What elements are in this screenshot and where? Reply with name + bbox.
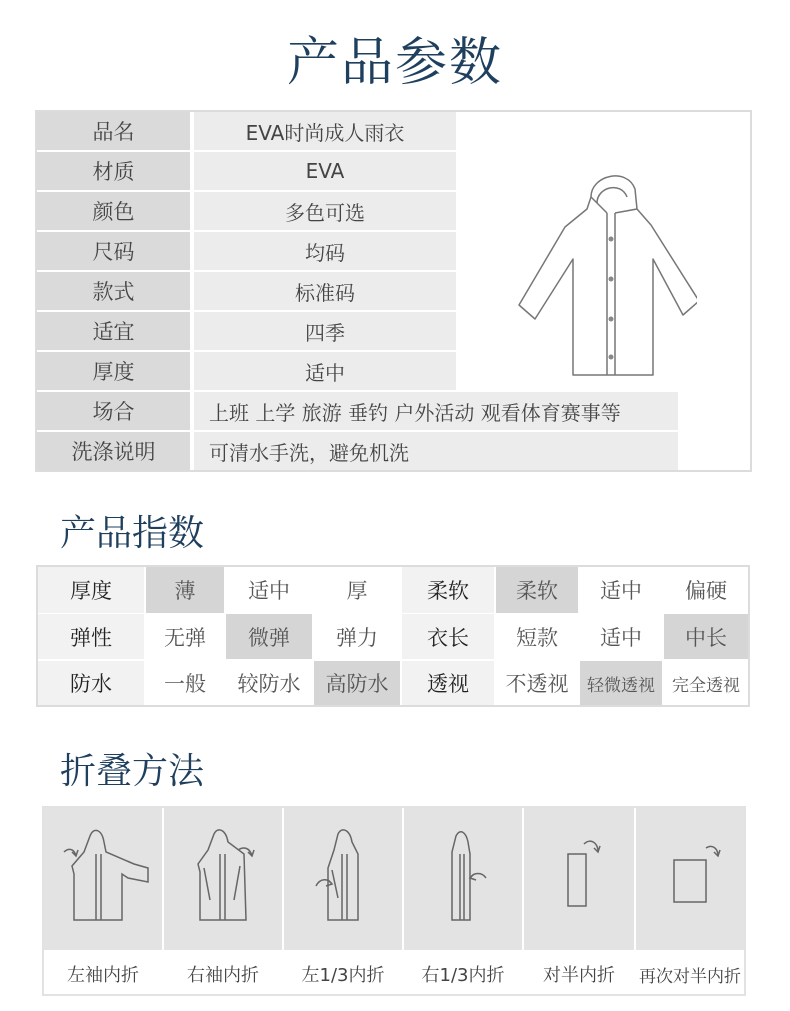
- index-option: 中长: [664, 614, 748, 659]
- index-title: 产品指数: [60, 513, 205, 554]
- index-label: 厚度: [38, 567, 144, 613]
- spec-value: 标准码: [194, 272, 456, 310]
- index-option: 微弹: [226, 614, 312, 659]
- fold-step-caption: 左1/3内折: [301, 965, 385, 986]
- fold-step-caption: 右袖内折: [187, 965, 259, 986]
- spec-label: 品名: [37, 112, 190, 150]
- index-label: 防水: [38, 661, 144, 705]
- index-label: 弹性: [38, 614, 144, 659]
- index-table: [36, 565, 750, 707]
- index-option: 较防水: [237, 672, 301, 696]
- fold-right-sleeve-icon: [164, 808, 282, 950]
- spec-value: 均码: [194, 232, 456, 270]
- spec-value: 上班 上学 旅游 垂钓 户外活动 观看体育赛事等: [194, 392, 678, 430]
- fold-left-third-icon: [284, 808, 402, 950]
- index-option: 适中: [248, 579, 290, 603]
- spec-label: 款式: [37, 272, 190, 310]
- index-option: 偏硬: [685, 579, 727, 603]
- index-label: 透视: [402, 661, 494, 705]
- index-option: 适中: [600, 625, 642, 650]
- fold-step-6-image: [636, 808, 744, 950]
- spec-value: EVA时尚成人雨衣: [194, 112, 456, 150]
- fold-title: 折叠方法: [60, 751, 205, 792]
- spec-label: 适宜: [37, 312, 190, 350]
- spec-value: 可清水手洗，避免机洗: [194, 432, 678, 470]
- fold-left-sleeve-icon: [44, 808, 162, 950]
- fold-right-third-icon: [404, 808, 522, 950]
- fold-step-caption: 对半内折: [543, 965, 615, 986]
- index-option: 完全透视: [672, 675, 740, 696]
- fold-step-1-image: [44, 808, 162, 950]
- spec-label: 颜色: [37, 192, 190, 230]
- index-option: 弹力: [336, 625, 378, 650]
- index-option: 高防水: [314, 661, 400, 705]
- index-option: 柔软: [496, 567, 578, 613]
- spec-value: 适中: [194, 352, 456, 390]
- fold-step-5-image: [524, 808, 634, 950]
- index-option: 无弹: [164, 625, 206, 650]
- spec-value: EVA: [194, 152, 456, 190]
- fold-step-2-image: [164, 808, 282, 950]
- index-option: 薄: [146, 567, 224, 613]
- spec-label: 尺码: [37, 232, 190, 270]
- spec-value: 多色可选: [194, 192, 456, 230]
- spec-table: [35, 110, 752, 472]
- index-option: 一般: [164, 672, 206, 696]
- fold-step-3-image: [284, 808, 402, 950]
- fold-step-4-image: [404, 808, 522, 950]
- fold-step-caption: 右1/3内折: [421, 965, 505, 986]
- spec-label: 材质: [37, 152, 190, 190]
- folding-steps: [42, 806, 746, 996]
- fold-half-icon: [524, 808, 634, 950]
- fold-step-caption: 再次对半内折: [639, 966, 741, 987]
- index-label: 柔软: [402, 567, 494, 613]
- fold-again-icon: [636, 808, 744, 950]
- index-option: 厚: [346, 579, 368, 603]
- index-option: 轻微透视: [580, 661, 662, 705]
- spec-label: 厚度: [37, 352, 190, 390]
- fold-step-caption: 左袖内折: [67, 965, 139, 986]
- page-title: 产品参数: [286, 33, 503, 93]
- index-option: 短款: [516, 625, 558, 650]
- index-option: 适中: [600, 579, 642, 603]
- raincoat-icon: [517, 167, 697, 382]
- spec-value: 四季: [194, 312, 456, 350]
- spec-label: 场合: [37, 392, 190, 430]
- spec-label: 洗涤说明: [37, 432, 190, 470]
- index-label: 衣长: [402, 614, 494, 659]
- index-option: 不透视: [505, 672, 569, 696]
